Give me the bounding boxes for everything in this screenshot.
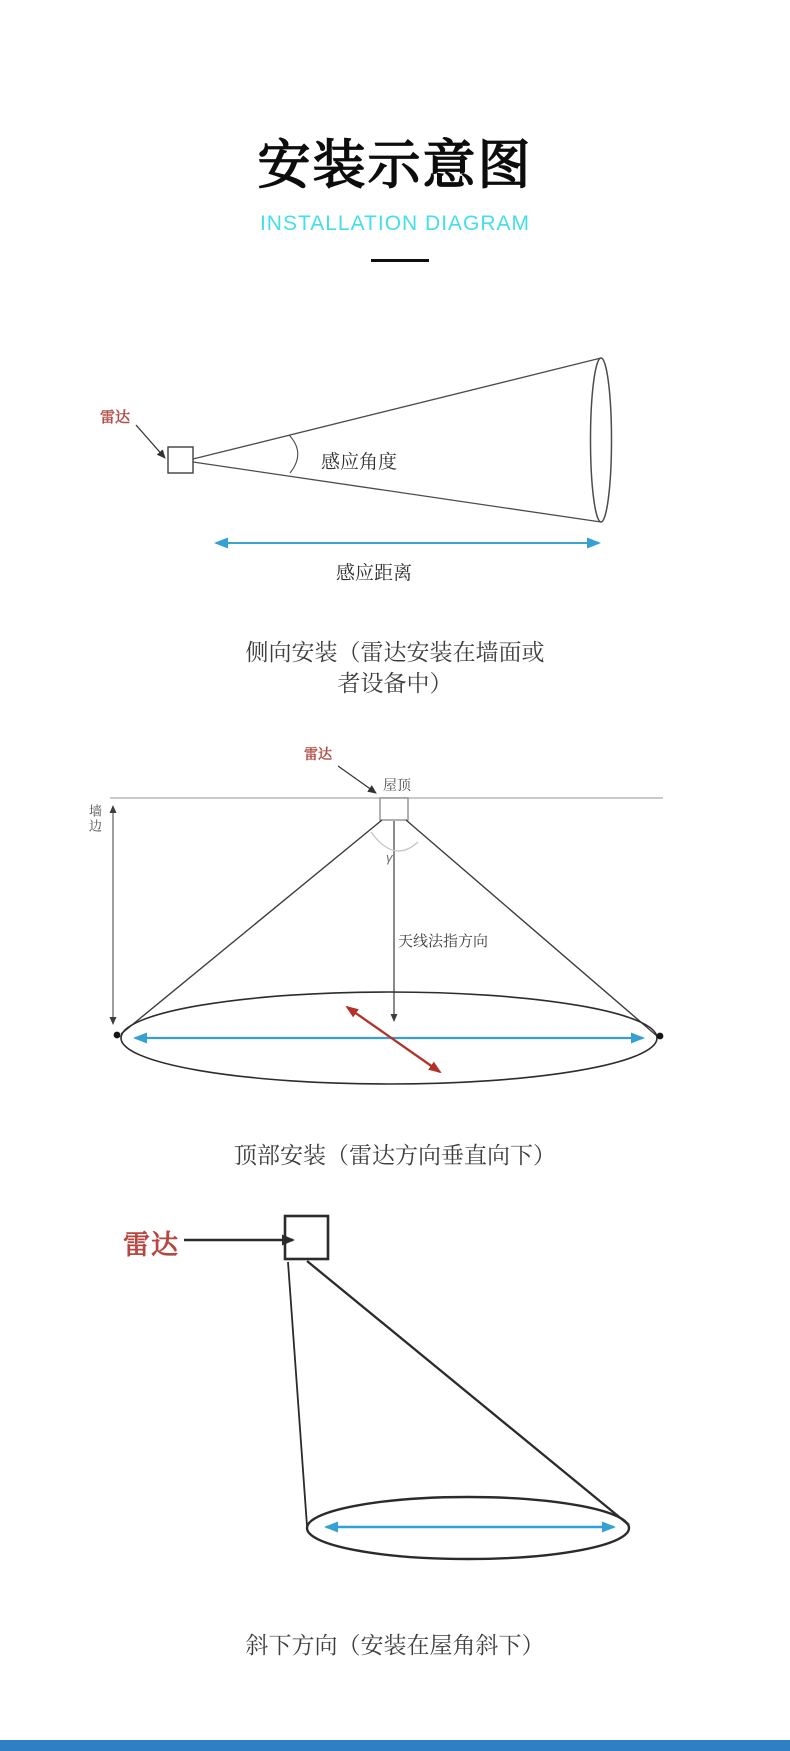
radar-label: 雷达: [100, 409, 131, 426]
top-mount-caption: 顶部安装（雷达方向垂直向下）: [234, 1142, 556, 1168]
caption-line: 者设备中）: [337, 670, 453, 696]
beam-end-ellipse: [591, 358, 612, 522]
sensing-distance-label: 感应距离: [336, 563, 413, 584]
cone-diagonal-line: [307, 1261, 629, 1525]
antenna-direction-label: 天线法指方向: [398, 933, 489, 950]
cone-left-line: [288, 1262, 307, 1526]
radar-label: 雷达: [304, 746, 332, 762]
oblique-mount-diagram: [184, 1216, 629, 1559]
page-subtitle: INSTALLATION DIAGRAM: [259, 212, 531, 235]
caption-line: 侧向安装（雷达安装在墙面或: [245, 639, 545, 665]
top-mount-diagram: [110, 766, 663, 1084]
radar-square: [168, 447, 193, 473]
cone-left-line: [121, 820, 382, 1034]
oblique-mount-caption: 斜下方向（安装在屋角斜下）: [245, 1632, 545, 1658]
footer-bar: [0, 1740, 790, 1751]
beam-upper-line: [193, 358, 601, 459]
angle-symbol: γ: [386, 850, 393, 865]
page-title: 安装示意图: [257, 136, 533, 195]
sensing-angle-label: 感应角度: [321, 452, 398, 473]
cone-right-line: [406, 820, 657, 1036]
title-divider: [371, 259, 429, 262]
ellipse-left-dot: [114, 1032, 121, 1039]
roof-label: 屋顶: [383, 777, 411, 793]
radar-pointer-arrow: [136, 425, 165, 458]
radar-label: 雷达: [123, 1230, 179, 1260]
radar-square: [380, 798, 408, 820]
radar-square: [285, 1216, 328, 1259]
ellipse-right-dot: [657, 1033, 664, 1040]
radar-pointer-arrow: [338, 766, 376, 793]
sensing-angle-arc: [289, 435, 298, 473]
side-mount-caption: [0, 637, 790, 699]
wall-edge-label: 墙边: [87, 804, 102, 834]
